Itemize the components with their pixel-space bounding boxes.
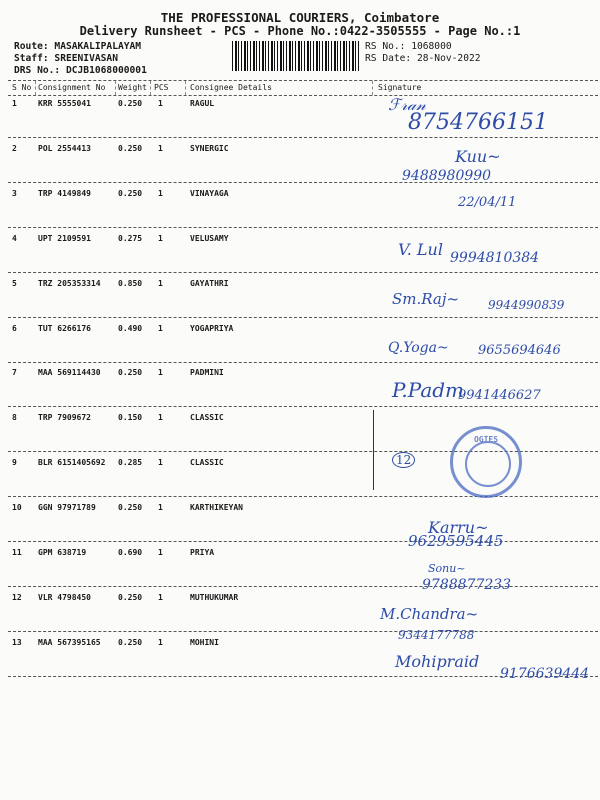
row-consignee: GAYATHRI bbox=[190, 278, 229, 288]
signature-phone-3: 9994810384 bbox=[450, 250, 540, 266]
row-divider bbox=[8, 317, 598, 318]
row-consignment: GPM 638719 bbox=[38, 548, 87, 557]
row-sno: 8 bbox=[12, 413, 17, 423]
bracket-line bbox=[373, 410, 374, 490]
row-pcs: 1 bbox=[158, 592, 163, 602]
row-pcs: 1 bbox=[158, 548, 163, 557]
barcode bbox=[232, 41, 360, 71]
col-divider bbox=[372, 81, 373, 95]
row-consignment: UPT 2109591 bbox=[38, 233, 91, 243]
row-consignment: POL 2554413 bbox=[38, 143, 91, 153]
row-pcs: 1 bbox=[158, 188, 163, 198]
signature-phone-4: 9944990839 bbox=[488, 298, 565, 312]
col-header-signature: Signature bbox=[378, 83, 422, 92]
row-sno: 12 bbox=[12, 592, 22, 602]
row-divider bbox=[8, 631, 598, 632]
rs-number: RS No.: 1068000 bbox=[365, 41, 452, 52]
row-divider bbox=[8, 272, 598, 273]
row-sno: 3 bbox=[12, 188, 17, 198]
row-consignee: VELUSAMY bbox=[190, 233, 229, 243]
row-sno: 7 bbox=[12, 368, 17, 378]
col-header-consignment: Consignment No bbox=[38, 83, 106, 92]
row-pcs: 1 bbox=[158, 143, 163, 153]
row-divider bbox=[8, 182, 598, 183]
row-weight: 0.850 bbox=[118, 278, 143, 288]
drs-label: DRS No.: DCJB1068000001 bbox=[14, 65, 147, 76]
signature-scribble: Karru~ bbox=[428, 518, 489, 537]
row-consignment: KRR 5555041 bbox=[38, 99, 91, 108]
row-consignee: MUTHUKUMAR bbox=[190, 592, 239, 602]
signature-phone-1: 8754766151 bbox=[408, 110, 548, 135]
signature-phone-2: 9488980990 bbox=[402, 168, 492, 184]
row-divider bbox=[8, 227, 598, 228]
signature-phone-10: 9176639444 bbox=[500, 666, 590, 682]
row-divider bbox=[8, 137, 598, 138]
signature-scribble: Q.Yoga~ bbox=[388, 340, 449, 356]
row-consignment: GGN 97971789 bbox=[38, 503, 96, 513]
staff-label: Staff: SREENIVASAN bbox=[14, 53, 118, 64]
row-pcs: 1 bbox=[158, 637, 163, 647]
header-top-rule bbox=[8, 80, 598, 81]
col-divider bbox=[115, 81, 116, 95]
row-pcs: 1 bbox=[158, 368, 163, 378]
row-consignment: VLR 4798450 bbox=[38, 592, 91, 602]
rs-date: RS Date: 28-Nov-2022 bbox=[365, 53, 481, 64]
row-weight: 0.250 bbox=[118, 188, 143, 198]
route-label: Route: MASAKALIPALAYAM bbox=[14, 41, 142, 52]
row-sno: 5 bbox=[12, 278, 17, 288]
row-weight: 0.250 bbox=[118, 99, 143, 108]
signature-scribble: Sm.Raj~ bbox=[392, 290, 460, 308]
row-consignee: MOHINI bbox=[190, 637, 219, 647]
stamp-inner-ring bbox=[465, 441, 511, 487]
circled-mark: 12 bbox=[392, 452, 415, 468]
signature-phone-9: 9344177788 bbox=[398, 628, 475, 642]
col-header-consignee: Consignee Details bbox=[190, 83, 272, 92]
stamp-text: OGIES bbox=[473, 435, 499, 444]
signature-phone-8: 9788877233 bbox=[422, 577, 512, 593]
row-pcs: 1 bbox=[158, 278, 163, 288]
row-divider bbox=[8, 541, 598, 542]
row-consignee: CLASSIC bbox=[190, 458, 224, 468]
row-consignee: PRIYA bbox=[190, 548, 215, 557]
signature-scribble: Mohipraid bbox=[395, 652, 480, 671]
company-title: THE PROFESSIONAL COURIERS, Coimbatore bbox=[160, 10, 440, 25]
row-pcs: 1 bbox=[158, 413, 163, 423]
row-consignee: CLASSIC bbox=[190, 413, 224, 423]
row-consignee: VINAYAGA bbox=[190, 188, 229, 198]
signature-scribble: ℱ𝓇𝒶𝓃 bbox=[388, 95, 426, 114]
row-pcs: 1 bbox=[158, 323, 163, 333]
row-consignee: YOGAPRIYA bbox=[190, 323, 234, 333]
row-weight: 0.490 bbox=[118, 323, 143, 333]
signature-date: 22/04/11 bbox=[458, 195, 517, 210]
col-header-sno: S No bbox=[12, 83, 32, 92]
row-consignment: TRZ 205353314 bbox=[38, 278, 101, 288]
signature-phone-7: 9629595445 bbox=[408, 532, 504, 550]
header-bottom-rule bbox=[8, 95, 598, 96]
row-pcs: 1 bbox=[158, 503, 163, 513]
row-weight: 0.250 bbox=[118, 592, 143, 602]
courier-stamp bbox=[450, 426, 522, 498]
row-sno: 11 bbox=[12, 548, 22, 557]
row-divider bbox=[8, 362, 598, 363]
row-weight: 0.250 bbox=[118, 503, 143, 513]
row-sno: 2 bbox=[12, 143, 17, 153]
row-divider bbox=[8, 496, 598, 497]
col-divider bbox=[35, 81, 36, 95]
signature-scribble: V. Lul bbox=[398, 240, 443, 259]
row-weight: 0.150 bbox=[118, 413, 143, 423]
row-consignee: RAGUL bbox=[190, 99, 215, 108]
row-consignment: TUT 6266176 bbox=[38, 323, 91, 333]
row-sno: 10 bbox=[12, 503, 22, 513]
row-consignee: PADMINI bbox=[190, 368, 224, 378]
row-consignment: TRP 7909672 bbox=[38, 413, 91, 423]
signature-scribble: M.Chandra~ bbox=[380, 605, 479, 623]
row-weight: 0.250 bbox=[118, 637, 143, 647]
row-pcs: 1 bbox=[158, 458, 163, 468]
row-consignee: KARTHIKEYAN bbox=[190, 503, 243, 513]
row-weight: 0.285 bbox=[118, 458, 143, 468]
col-divider bbox=[185, 81, 186, 95]
row-consignment: BLR 6151405692 bbox=[38, 458, 106, 468]
runsheet-subtitle: Delivery Runsheet - PCS - Phone No.:0422-3505555 - Page No.:1 bbox=[79, 24, 521, 38]
row-sno: 6 bbox=[12, 323, 17, 333]
row-weight: 0.275 bbox=[118, 233, 143, 243]
row-sno: 13 bbox=[12, 637, 22, 647]
row-weight: 0.250 bbox=[118, 368, 143, 378]
col-divider bbox=[150, 81, 151, 95]
row-weight: 0.250 bbox=[118, 143, 143, 153]
row-consignment: MAA 567395165 bbox=[38, 637, 101, 647]
row-consignment: MAA 569114430 bbox=[38, 368, 101, 378]
row-pcs: 1 bbox=[158, 99, 163, 108]
row-sno: 4 bbox=[12, 233, 17, 243]
row-sno: 9 bbox=[12, 458, 17, 468]
signature-phone-6: 9941446627 bbox=[458, 388, 541, 403]
row-sno: 1 bbox=[12, 99, 17, 108]
signature-scribble: Kuu~ bbox=[455, 147, 501, 166]
row-divider bbox=[8, 406, 598, 407]
col-header-weight: Weight bbox=[118, 83, 147, 92]
row-pcs: 1 bbox=[158, 233, 163, 243]
signature-scribble: P.Padm bbox=[392, 378, 465, 402]
row-weight: 0.690 bbox=[118, 548, 143, 557]
row-consignee: SYNERGIC bbox=[190, 143, 229, 153]
signature-phone-5: 9655694646 bbox=[478, 343, 561, 358]
row-consignment: TRP 4149849 bbox=[38, 188, 91, 198]
col-header-pcs: PCS bbox=[154, 83, 169, 92]
signature-scribble: Sonu~ bbox=[428, 562, 466, 575]
